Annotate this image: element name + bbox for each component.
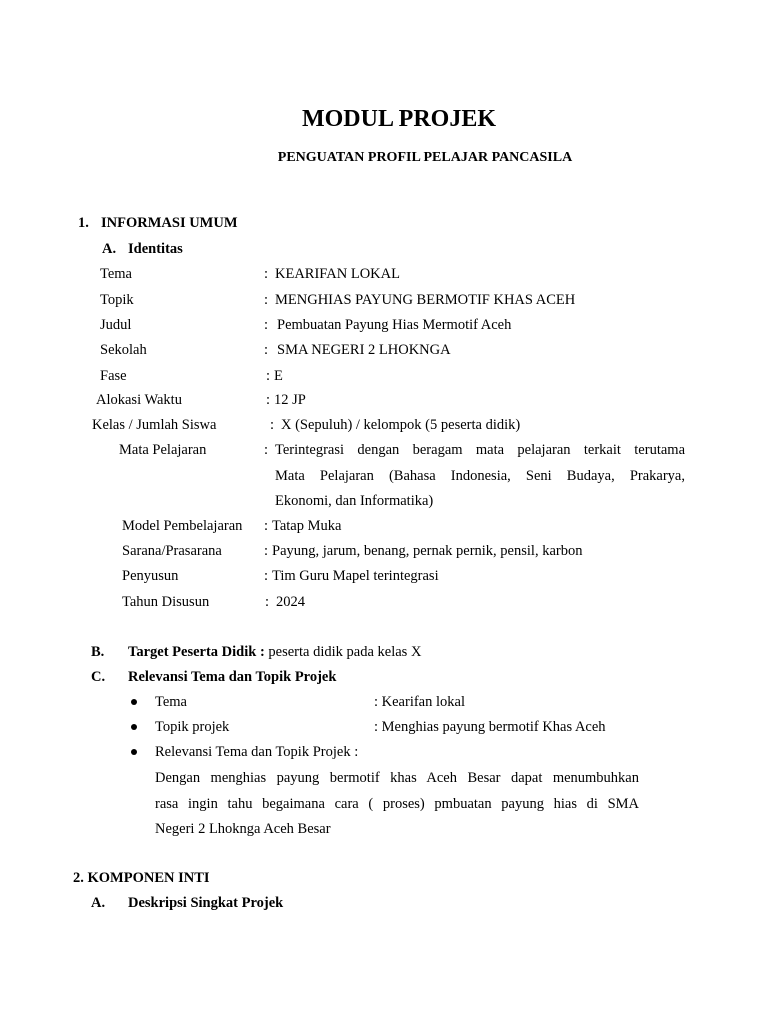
identity-label-tema: Tema — [100, 266, 132, 282]
identity-value-tema: KEARIFAN LOKAL — [275, 266, 400, 282]
identity-sep: : — [264, 292, 269, 308]
section1-number: 1. — [78, 215, 89, 231]
identity-value-tahun: 2024 — [276, 594, 305, 610]
identity-value-mapel: Terintegrasi dengan beragam mata pelajaran terkait terutama — [275, 442, 685, 458]
subsection-c-heading: Relevansi Tema dan Topik Projek — [128, 669, 337, 685]
identity-value-kelas: X (Sepuluh) / kelompok (5 peserta didik) — [281, 417, 521, 433]
identity-sep: : — [264, 342, 269, 358]
identity-label-judul: Judul — [100, 317, 132, 333]
subsection-a-letter: A. — [102, 241, 117, 257]
identity-label-model: Model Pembelajaran — [122, 518, 243, 534]
bullet-icon — [131, 749, 137, 755]
document-title: MODUL PROJEK — [301, 106, 496, 132]
identity-value-sarana: Payung, jarum, benang, pernak pernik, pensil, karbon — [272, 543, 583, 559]
identity-sep: : — [264, 442, 269, 458]
identity-label-fase: Fase — [100, 368, 127, 384]
subsection-b-text: peserta didik pada kelas X — [268, 644, 422, 660]
identity-label-sekolah: Sekolah — [100, 342, 147, 358]
identity-value-alokasi: 12 JP — [274, 392, 306, 408]
relevansi-paragraph-line: rasa ingin tahu begaimana cara ( proses) pmbuatan payung hias di SMA — [155, 796, 639, 812]
bullet-label-topik: Topik projek — [155, 719, 230, 735]
section2-heading: 2. KOMPONEN INTI — [73, 870, 210, 886]
bullet-icon — [131, 699, 137, 705]
identity-sep: : — [270, 417, 275, 433]
bullet-value-tema: : Kearifan lokal — [374, 694, 465, 710]
bullet-icon — [131, 724, 137, 730]
bullet-label-relevansi: Relevansi Tema dan Topik Projek : — [155, 744, 359, 760]
relevansi-paragraph-line: Negeri 2 Lhoknga Aceh Besar — [155, 821, 331, 837]
identity-value-mapel-cont: Ekonomi, dan Informatika) — [275, 493, 434, 509]
identity-sep: : — [264, 568, 269, 584]
document-subtitle: PENGUATAN PROFIL PELAJAR PANCASILA — [277, 150, 573, 165]
section2-subsection-a-heading: Deskripsi Singkat Projek — [128, 895, 284, 911]
identity-value-mapel-cont: Mata Pelajaran (Bahasa Indonesia, Seni Budaya, Prakarya, — [275, 468, 685, 484]
identity-value-sekolah: SMA NEGERI 2 LHOKNGA — [277, 342, 451, 358]
identity-label-alokasi: Alokasi Waktu — [96, 392, 182, 408]
identity-sep: : — [266, 392, 271, 408]
identity-sep: : — [264, 543, 269, 559]
section1-heading: INFORMASI UMUM — [101, 215, 238, 231]
identity-label-tahun: Tahun Disusun — [122, 594, 210, 610]
relevansi-paragraph-line: Dengan menghias payung bermotif khas Aceh Besar dapat menumbuhkan — [155, 770, 639, 786]
identity-label-sarana: Sarana/Prasarana — [122, 543, 222, 559]
subsection-a-heading: Identitas — [128, 241, 183, 257]
identity-label-topik: Topik — [100, 292, 134, 308]
subsection-b-letter: B. — [91, 644, 105, 660]
identity-sep: : — [266, 368, 271, 384]
identity-label-kelas: Kelas / Jumlah Siswa — [92, 417, 217, 433]
bullet-value-topik: : Menghias payung bermotif Khas Aceh — [374, 719, 606, 735]
subsection-c-letter: C. — [91, 669, 106, 685]
section2-subsection-a-letter: A. — [91, 895, 106, 911]
identity-value-model: Tatap Muka — [272, 518, 342, 534]
subsection-b-heading: Target Peserta Didik : — [128, 644, 265, 660]
bullet-label-tema: Tema — [155, 694, 187, 710]
identity-value-fase: E — [274, 368, 283, 384]
identity-sep: : — [264, 317, 269, 333]
identity-label-penyusun: Penyusun — [122, 568, 179, 584]
identity-value-topik: MENGHIAS PAYUNG BERMOTIF KHAS ACEH — [275, 292, 576, 308]
identity-label-mapel: Mata Pelajaran — [119, 442, 207, 458]
identity-sep: : — [264, 518, 269, 534]
identity-sep: : — [265, 594, 270, 610]
identity-value-penyusun: Tim Guru Mapel terintegrasi — [272, 568, 439, 584]
subsection-b-line — [128, 643, 421, 661]
identity-sep: : — [264, 266, 269, 282]
identity-value-judul: Pembuatan Payung Hias Mermotif Aceh — [277, 317, 512, 333]
